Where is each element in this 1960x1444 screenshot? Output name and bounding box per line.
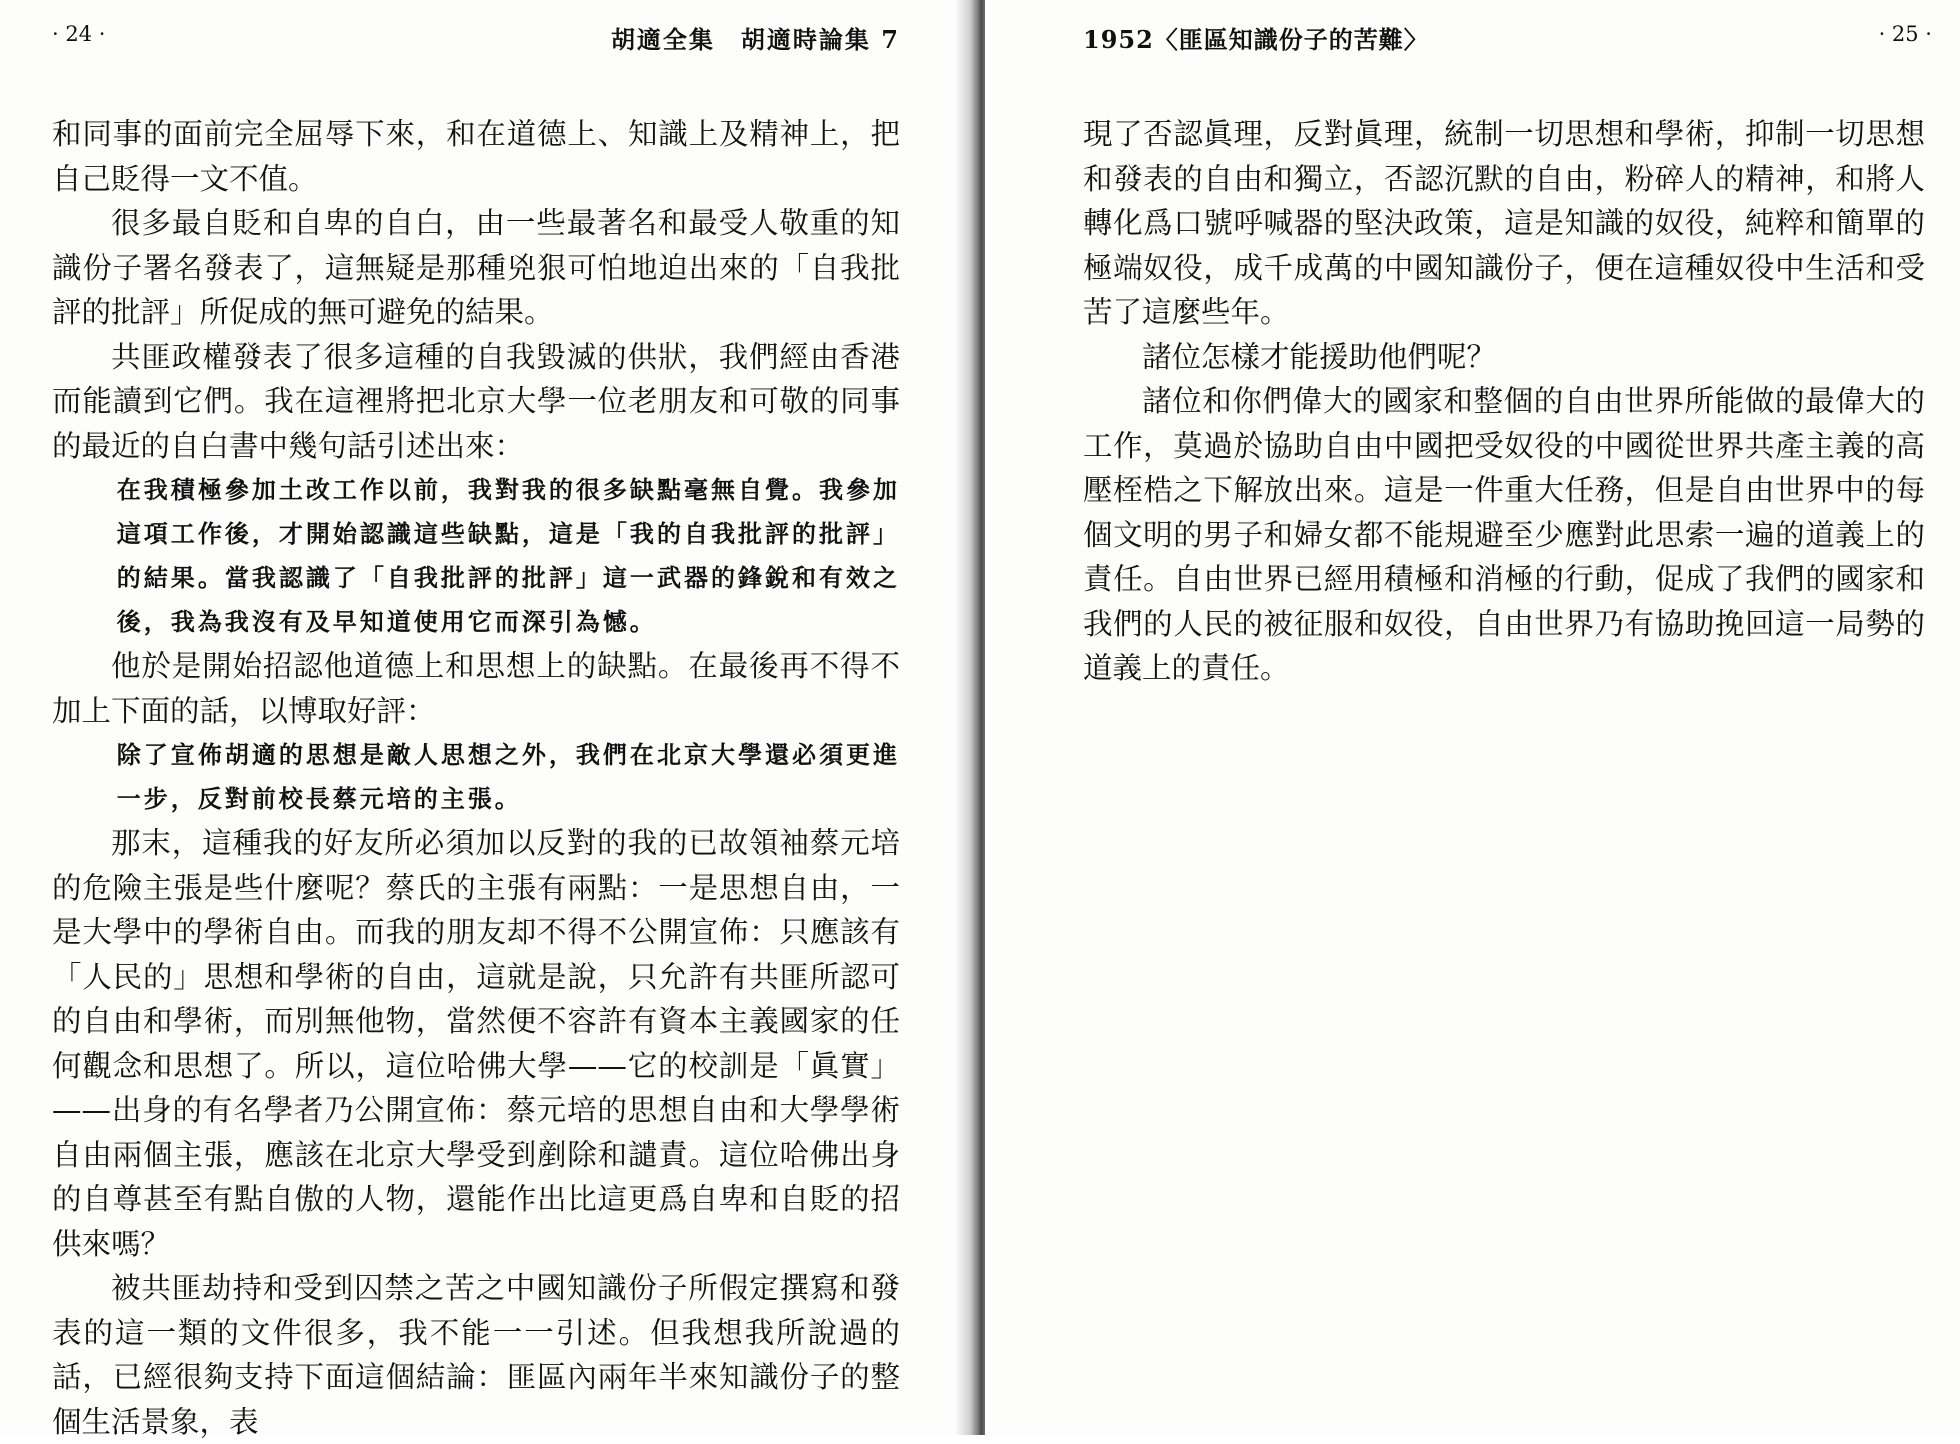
page-number: · 24 · <box>52 22 106 46</box>
running-head: 1952〈匪區知識份子的苦難〉 <box>1083 25 1429 54</box>
paragraph: 很多最自貶和自卑的自白，由一些最著名和最受人敬重的知識份子署名發表了，這無疑是那種兇狠可怕地迫出來的「自我批評的批評」所促成的無可避免的結果。 <box>52 206 900 329</box>
paragraph: 諸位和你們偉大的國家和整個的自由世界所能做的最偉大的工作，莫過於協助自由中國把受奴役的中國從世界共產主義的高壓桎梏之下解放出來。這是一件重大任務，但是自由世界中的每個文明的男子和婦女都不能規避至少應對此思索一遍的道義上的責任。自由世界已經用積極和消極的行動，促成了我們的國家和我們的人民的被征服和奴役，自由世界乃有協助挽回這一局勢的道義上的責任。 <box>1083 384 1925 685</box>
paragraph: 現了否認眞理，反對眞理，統制一切思想和學術，抑制一切思想和發表的自由和獨立，否認沉默的自由，粉碎人的精神，和將人轉化爲口號呼喊器的堅決政策，這是知識的奴役，純粹和簡單的極端奴役，成千成萬的中國知識份子，便在這種奴役中生活和受苦了這麼些年。 <box>1083 117 1925 329</box>
paragraph: 被共匪劫持和受到囚禁之苦之中國知識份子所假定撰寫和發表的這一類的文件很多，我不能一一引述。但我想我所說過的話，已經很夠支持下面這個結論：匪區內兩年半來知識份子的整個生活景象，表 <box>52 1271 900 1439</box>
page-body <box>52 112 900 1444</box>
left-page <box>0 0 975 1439</box>
page-body <box>1083 112 1925 691</box>
paragraph: 那末，這種我的好友所必須加以反對的我的已故領袖蔡元培的危險主張是些什麼呢？蔡氏的主張有兩點：一是思想自由，一是大學中的學術自由。而我的朋友却不得不公開宣佈：只應該有「人民的」思想和學術的自由，這就是說，只允許有共匪所認可的自由和學術，而別無他物，當然便不容許有資本主義國家的任何觀念和思想了。所以，這位哈佛大學——它的校訓是「眞實」——出身的有名學者乃公開宣佈：蔡元培的思想自由和大學學術自由兩個主張，應該在北京大學受到剷除和譴責。這位哈佛出身的自尊甚至有點自傲的人物，還能作出比這更爲自卑和自貶的招供來嗎？ <box>52 826 900 1261</box>
paragraph: 諸位怎樣才能援助他們呢？ <box>1142 339 1497 374</box>
paragraph: 共匪政權發表了很多這種的自我毀滅的供狀，我們經由香港而能讀到它們。我在這裡將把北京大學一位老朋友和可敬的同事的最近的自白書中幾句話引述出來： <box>52 339 900 463</box>
block-quote: 除了宣佈胡適的思想是敵人思想之外，我們在北京大學還必須更進一步，反對前校長蔡元培的主張。 <box>116 741 900 813</box>
paragraph: 他於是開始招認他道德上和思想上的缺點。在最後再不得不加上下面的話，以博取好評： <box>52 649 900 728</box>
right-page <box>985 0 1960 1435</box>
running-head: 胡適全集 胡適時論集 7 <box>610 25 900 54</box>
block-quote: 在我積極參加土改工作以前，我對我的很多缺點毫無自覺。我參加這項工作後，才開始認識這些缺點，這是「我的自我批評的批評」的結果。當我認識了「自我批評的批評」這一武器的鋒銳和有效之後，我為我沒有及早知道使用它而深引為憾。 <box>116 476 900 636</box>
paragraph: 和同事的面前完全屈辱下來，和在道德上、知識上及精神上，把自己貶得一文不值。 <box>52 117 900 196</box>
page-number: · 25 · <box>1878 22 1932 46</box>
